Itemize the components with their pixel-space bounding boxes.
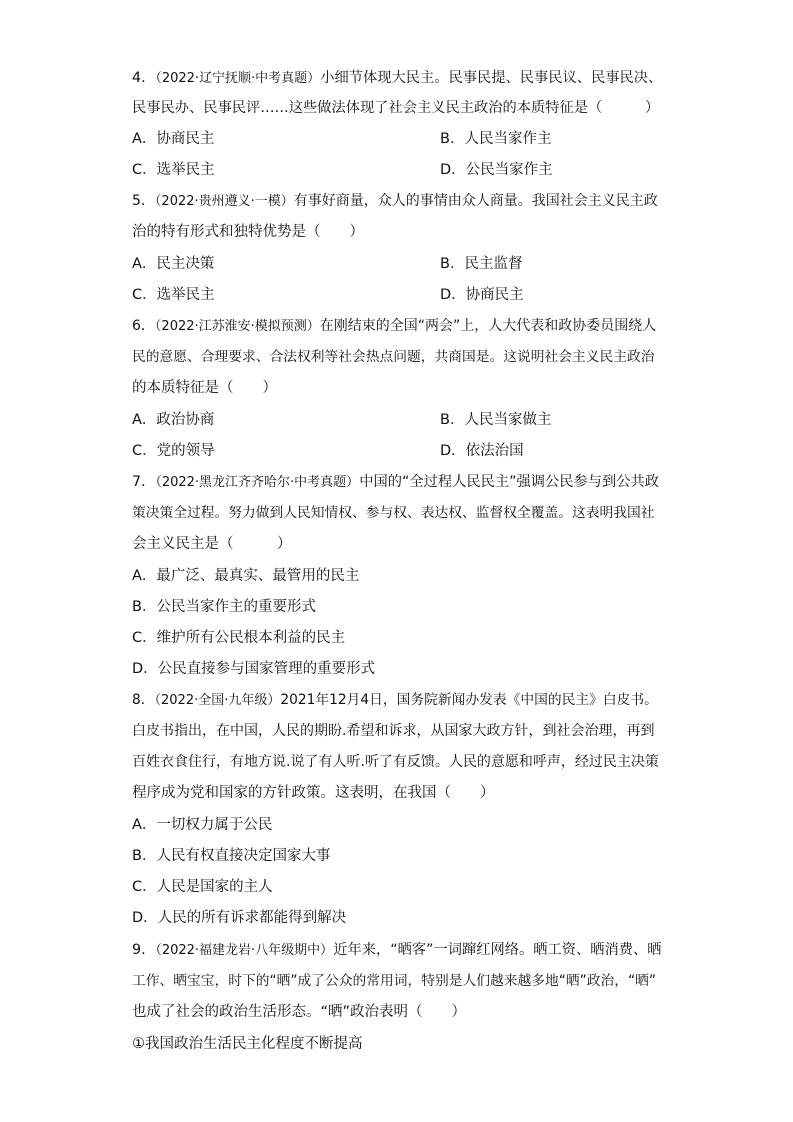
question-9-stem-1: 近年来，“晒客”一词蹿红网络。晒工资、晒消费、晒 <box>333 942 662 958</box>
question-6-option-b[interactable]: B．人民当家做主 <box>440 412 552 428</box>
question-5-option-b[interactable]: B．民主监督 <box>440 256 523 272</box>
question-6-option-d[interactable]: D．依法治国 <box>440 443 524 459</box>
question-7-stem-3: 会主义民主是（ ） <box>132 536 292 552</box>
question-5-stem-2: 治的特有形式和独特优势是（ ） <box>132 224 364 240</box>
question-7-stem-1: 中国的“全过程人民民主”强调公民参与到公共政 <box>359 474 659 490</box>
question-5-option-d[interactable]: D．协商民主 <box>440 287 524 303</box>
question-8-option-a[interactable]: A．一切权力属于公民 <box>132 817 273 833</box>
question-7-number: 7． <box>132 474 156 490</box>
question-9-stem-2: 工作、晒宝宝，时下的“晒”成了公众的常用词，特别是人们越来越多地“晒”政治，“晒” <box>132 973 656 989</box>
question-4-source: （2022·辽宁抚顺·中考真题） <box>155 71 321 86</box>
question-4-stem-2: 民事民办、民事民评……这些做法体现了社会主义民主政治的本质特征是（ ） <box>132 100 660 116</box>
question-7-stem-2: 策决策全过程。努力做到人民知情权、参与权、表达权、监督权全覆盖。这表明我国社 <box>132 505 655 521</box>
question-8-stem-3: 百姓衣食住行，有地方说.说了有人听.听了有反馈。人民的意愿和呼声，经过民主决策 <box>132 754 659 770</box>
question-9-item-1[interactable]: ①我国政治生活民主化程度不断提高 <box>132 1036 363 1052</box>
question-9-source: （2022·福建龙岩·八年级期中） <box>155 943 334 958</box>
question-7-option-c[interactable]: C．维护所有公民根本利益的民主 <box>132 630 346 646</box>
question-5-source: （2022·贵州遵义·一模） <box>154 194 294 209</box>
question-8-stem-2: 白皮书指出，在中国，人民的期盼.希望和诉求，从国家大政方针，到社会治理，再到 <box>132 723 655 739</box>
question-6-stem-3: 的本质特征是（ ） <box>132 380 277 396</box>
question-6-line-1 <box>132 316 656 337</box>
question-6-option-c[interactable]: C．党的领导 <box>132 443 215 459</box>
question-8-stem-4: 程序成为党和国家的方针政策。这表明，在我国（ ） <box>132 785 495 801</box>
question-9-line-1 <box>132 940 661 961</box>
question-4-option-d[interactable]: D．公民当家作主 <box>440 162 553 178</box>
question-5-stem-1: 有事好商量，众人的事情由众人商量。我国社会主义民主政 <box>293 193 658 209</box>
question-8-stem-1: 2021年12月4日，国务院新闻办发表《中国的民主》白皮书。 <box>280 692 658 708</box>
question-9-stem-3: 也成了社会的政治生活形态。“晒”政治表明（ ） <box>132 1004 467 1020</box>
question-4-option-b[interactable]: B．人民当家作主 <box>440 131 552 147</box>
question-5-option-a[interactable]: A．民主决策 <box>132 256 215 272</box>
question-7-line-1 <box>132 472 659 493</box>
question-9-number: 9． <box>132 942 156 958</box>
question-7-option-b[interactable]: B．公民当家作主的重要形式 <box>132 599 316 615</box>
question-8-number: 8． <box>132 692 155 708</box>
question-8-option-d[interactable]: D．人民的所有诉求都能得到解决 <box>132 910 347 926</box>
question-7-option-d[interactable]: D．公民直接参与国家管理的重要形式 <box>132 661 376 677</box>
question-7-option-a[interactable]: A．最广泛、最真实、最管用的民主 <box>132 568 360 584</box>
question-8-source: （2022·全国·九年级） <box>154 693 281 708</box>
question-6-number: 6． <box>132 318 155 334</box>
question-8-line-1 <box>132 690 658 711</box>
question-5-number: 5． <box>132 193 155 209</box>
question-6-option-a[interactable]: A．政治协商 <box>132 412 215 428</box>
question-6-stem-2: 民的意愿、合理要求、合法权利等社会热点问题，共商国是。这说明社会主义民主政治 <box>132 349 655 365</box>
question-4-option-c[interactable]: C．选举民主 <box>132 162 215 178</box>
question-5-option-c[interactable]: C．选举民主 <box>132 287 215 303</box>
question-6-source: （2022·江苏淮安·模拟预测） <box>154 319 320 334</box>
question-8-option-c[interactable]: C．人民是国家的主人 <box>132 879 273 895</box>
question-4-stem-1: 小细节体现大民主。民事民提、民事民议、民事民决、 <box>320 70 663 86</box>
question-6-stem-1: 在刚结束的全国“两会”上，人大代表和政协委员围绕人 <box>319 318 657 334</box>
question-4-number: 4． <box>132 70 156 86</box>
question-8-option-b[interactable]: B．人民有权直接决定国家大事 <box>132 848 331 864</box>
question-7-source: （2022·黑龙江齐齐哈尔·中考真题） <box>155 475 360 490</box>
question-4-option-a[interactable]: A．协商民主 <box>132 131 215 147</box>
question-5-line-1 <box>132 191 658 212</box>
question-4-line-1 <box>132 68 662 89</box>
